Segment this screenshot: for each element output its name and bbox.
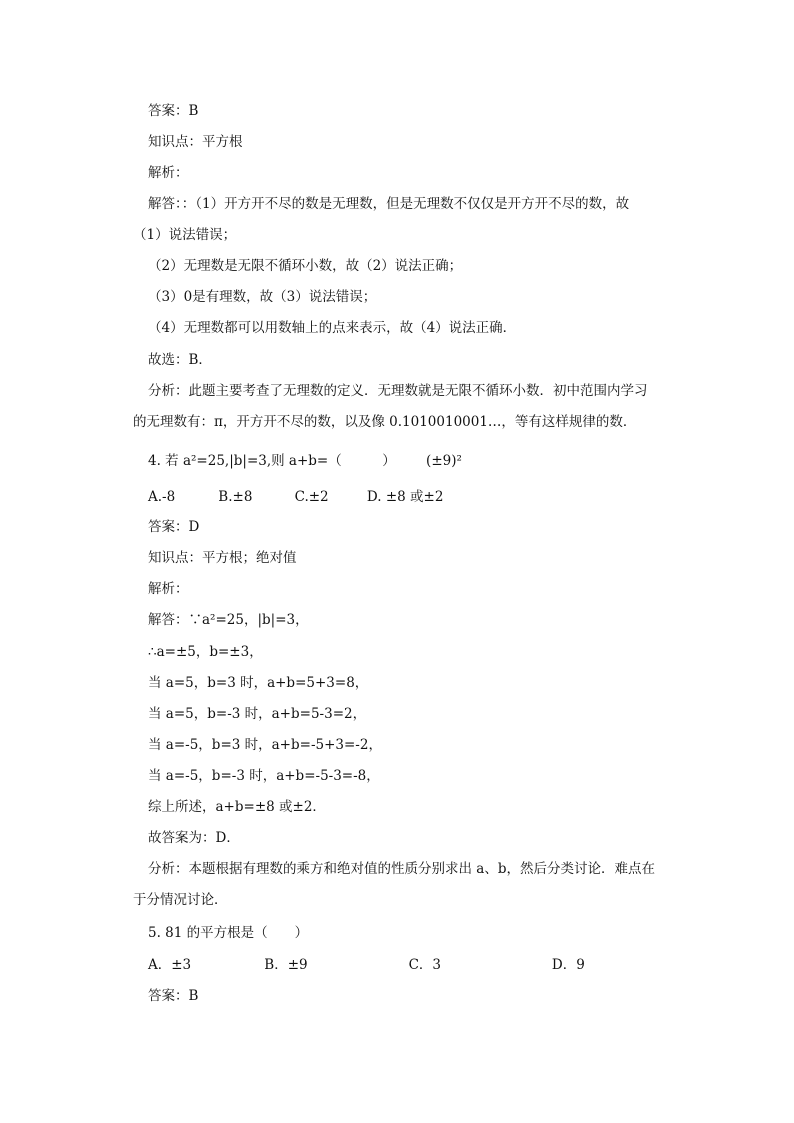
q3-solution-line1: 解答：：（1）开方开不尽的数是无理数，但是无理数不仅仅是开方开不尽的数，故 — [148, 196, 630, 212]
q4-answer: 答案：D — [148, 519, 200, 535]
q3-answer: 答案：B — [148, 103, 199, 119]
q4-stem: 4. 若 a²=25,|b|=3,则 a+b=（ ） — [148, 453, 396, 469]
q3-note-line1: 分析：此题主要考查了无理数的定义．无理数就是无限不循环小数．初中范围内学习 — [148, 383, 648, 399]
q4-case4: 当 a=-5，b=-3 时，a+b=-5-3=-8， — [148, 768, 380, 784]
q5-answer: 答案：B — [148, 988, 199, 1004]
q4-stem-row — [148, 451, 462, 471]
q4-options — [148, 487, 443, 507]
q5-stem: 5. 81 的平方根是（ ） — [148, 925, 309, 941]
q4-solution-line2: ∴a=±5，b=±3， — [148, 644, 263, 660]
q3-item2: （2）无理数是无限不循环小数，故（2）说法正确； — [148, 258, 463, 274]
q3-choose: 故选：B． — [148, 352, 212, 368]
q4-case1: 当 a=5，b=3 时，a+b=5+3=8， — [148, 675, 369, 691]
q5-options — [148, 955, 585, 975]
q4-solution-line1: 解答：∵a²=25，|b|=3， — [148, 612, 309, 628]
q4-summary: 综上所述，a+b=±8 或±2． — [148, 799, 326, 815]
q5-option-d: D．9 — [551, 957, 585, 973]
q5-option-b: B．±9 — [264, 957, 308, 973]
q3-note-line2: 的无理数有：π，开方开不尽的数，以及像 0.1010010001…，等有这样规律的数． — [133, 414, 637, 430]
q3-knowledge-point: 知识点：平方根 — [148, 134, 243, 150]
q4-option-a: A.-8 — [148, 489, 176, 505]
q3-solution-line2: （1）说法错误； — [133, 227, 237, 243]
q4-option-c: C.±2 — [294, 489, 329, 505]
q5-option-c: C．3 — [408, 957, 442, 973]
q4-option-b: B.±8 — [218, 489, 253, 505]
q3-analysis-label: 解析： — [148, 165, 189, 181]
q5-option-a: A．±3 — [148, 957, 192, 973]
q4-note-line1: 分析：本题根据有理数的乘方和绝对值的性质分别求出 a、b，然后分类讨论．难点在 — [148, 861, 655, 877]
q3-item3: （3）0是有理数，故（3）说法错误； — [148, 289, 377, 305]
q4-note-line2: 于分情况讨论． — [133, 892, 228, 908]
q4-final-answer: 故答案为：D． — [148, 830, 240, 846]
q3-item4: （4）无理数都可以用数轴上的点来表示，故（4）说法正确． — [148, 320, 517, 336]
q4-case2: 当 a=5，b=-3 时，a+b=5-3=2， — [148, 706, 367, 722]
q4-case3: 当 a=-5，b=3 时，a+b=-5+3=-2， — [148, 737, 382, 753]
q4-extra-expression: (±9)² — [426, 453, 462, 469]
q4-analysis-label: 解析： — [148, 581, 189, 597]
q4-knowledge-point: 知识点：平方根；绝对值 — [148, 550, 297, 566]
q4-option-d: D. ±8 或±2 — [366, 489, 444, 505]
